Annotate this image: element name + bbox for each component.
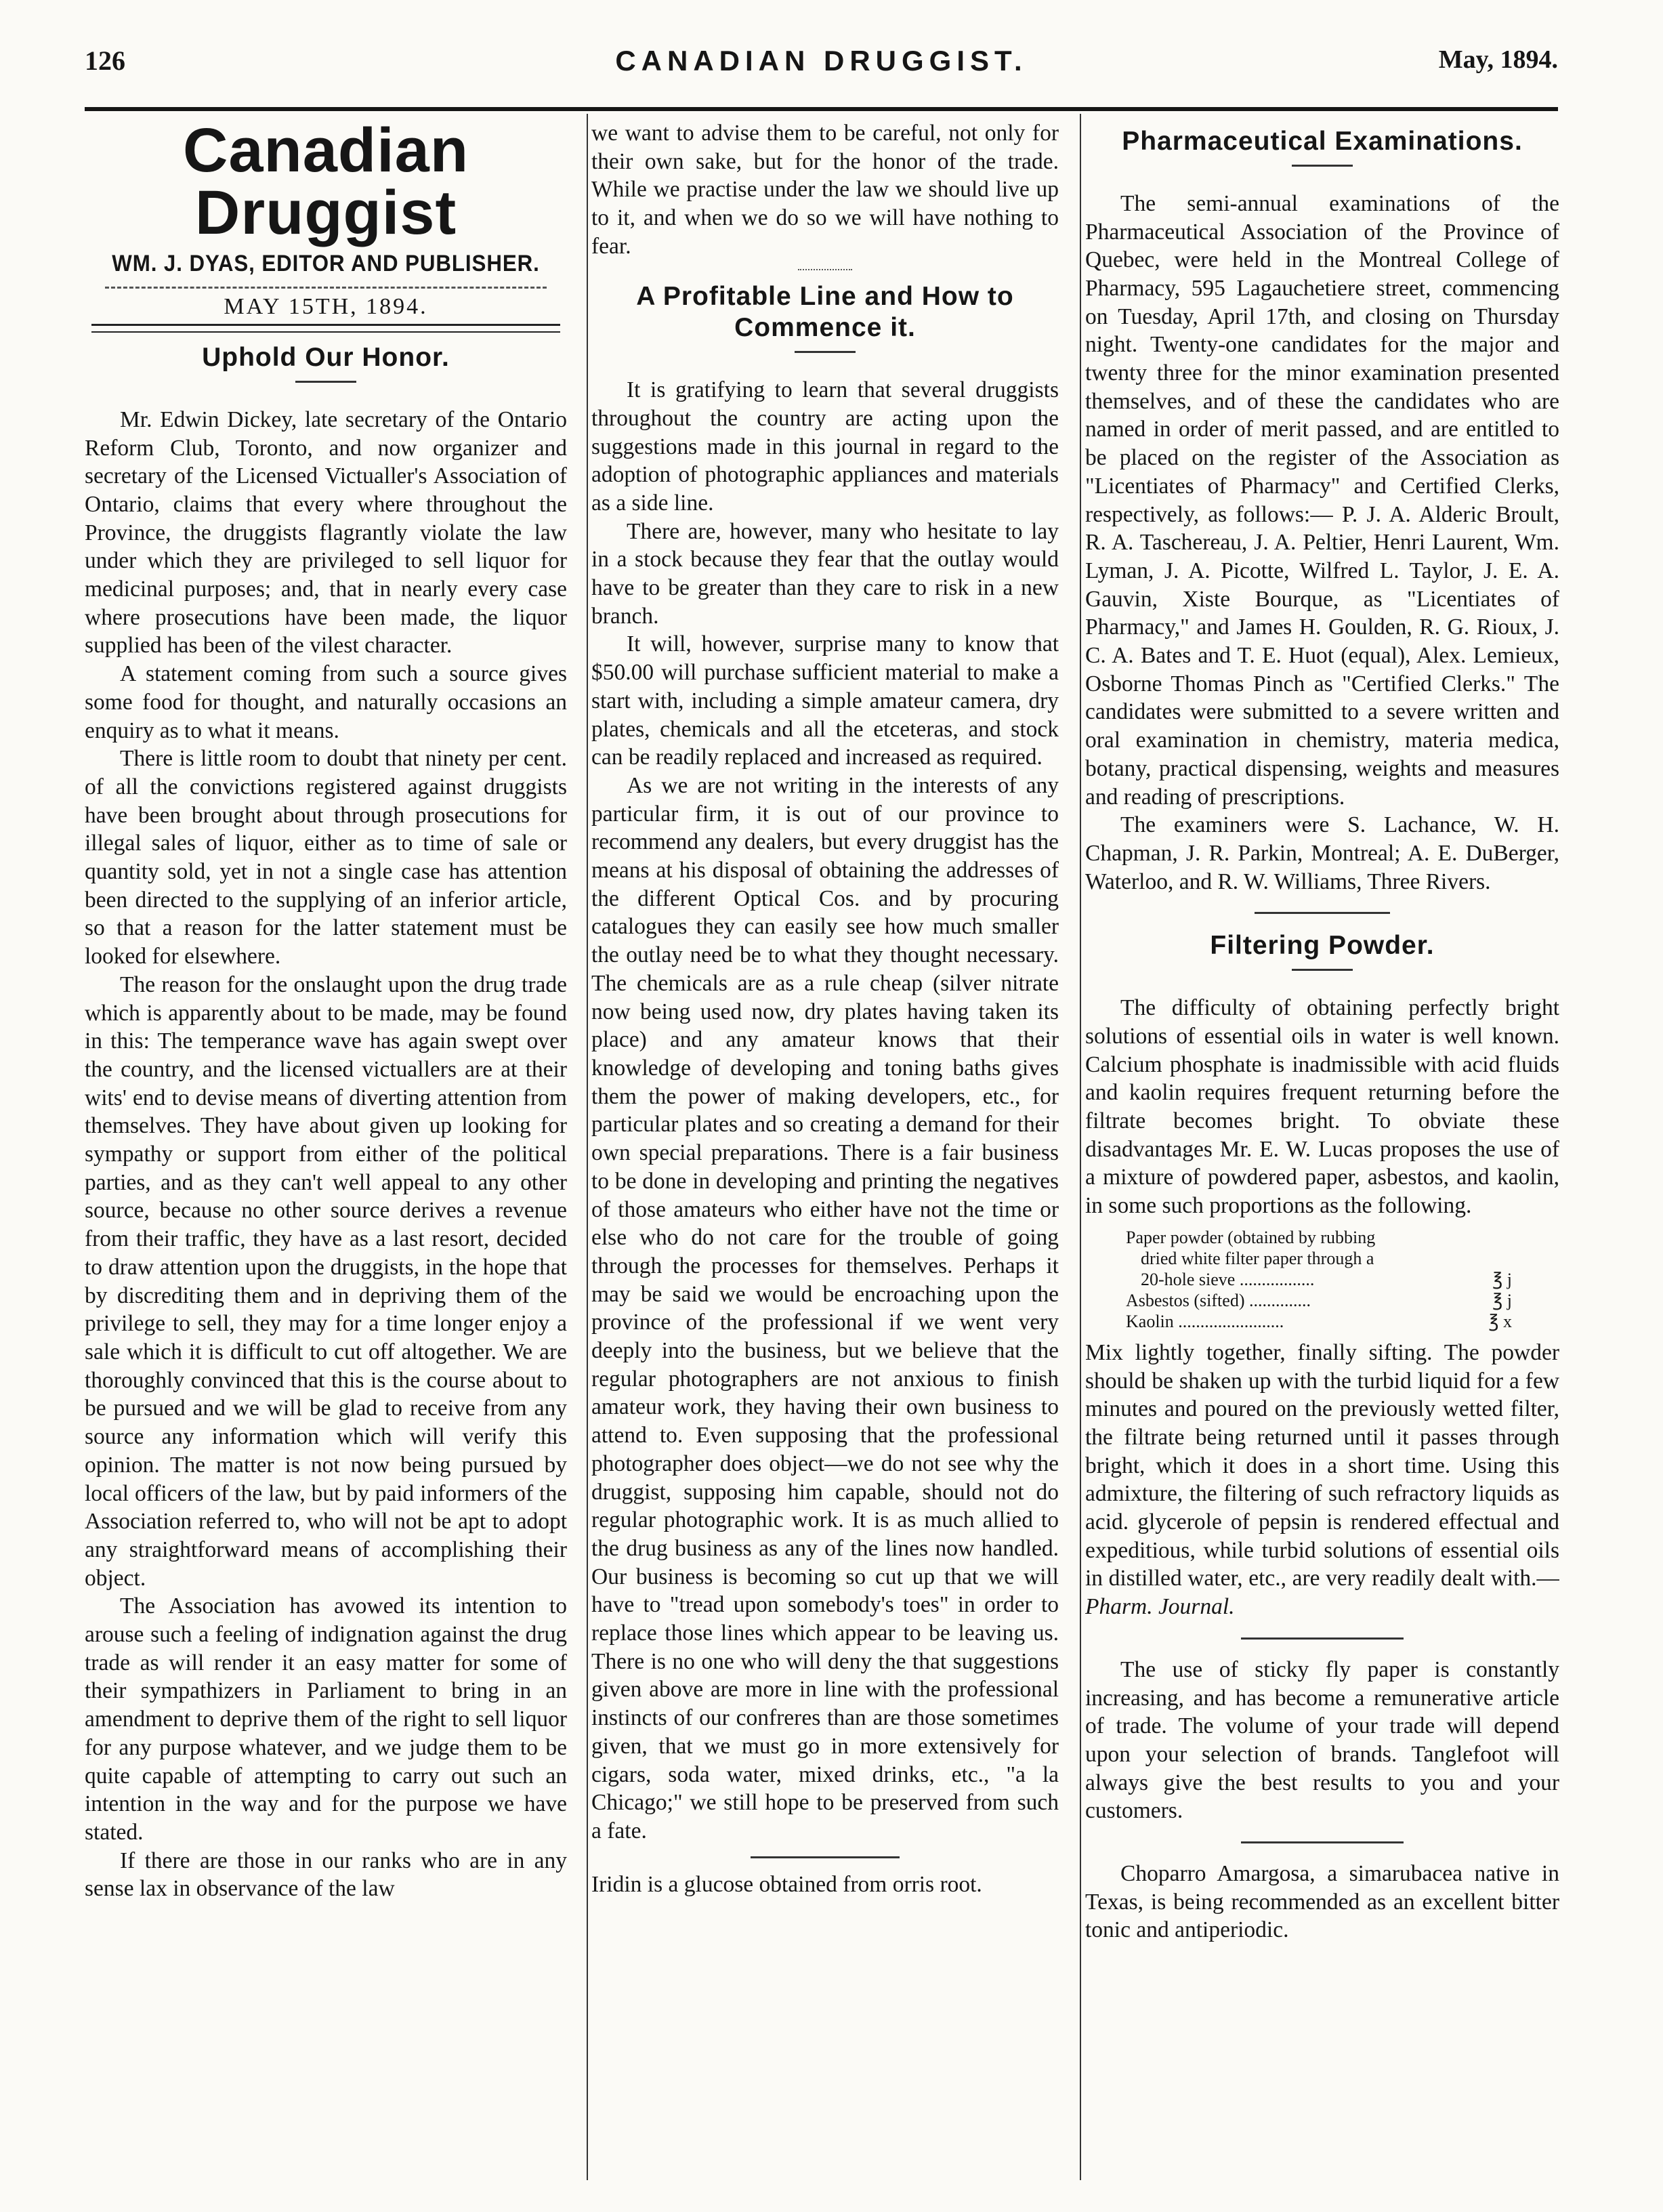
formula-line: dried white filter paper through a bbox=[1141, 1248, 1374, 1268]
paragraph: The examiners were S. Lachance, W. H. Chapman, J. R. Parkin, Montreal; A. E. DuBerger, Waterloo, and R. W. Williams, Three Rivers. bbox=[1085, 812, 1559, 894]
paragraph: It will, however, surprise many to know that $50.00 will purchase sufficient material to make a start with, including a simple amateur camera, dry plates, chemicals and all the etceteras, and stock can be readily replaced and increased as required. bbox=[591, 631, 1059, 770]
paragraph: The Association has avowed its intention to arouse such a feeling of indignation against the drug trade as will render it an easy matter for some of their sympathizers in Parliament to bring in an amendment to deprive them of the right to sell liquor for any purpose whatever, and we judge them to be quite capable of attempting to carry out such an intention in the way and for the purpose we have stated. bbox=[85, 1593, 567, 1845]
section-rule bbox=[1241, 1637, 1404, 1640]
paragraph: The difficulty of obtaining perfectly bright solutions of essential oils in water is well known. Calcium phosphate is inadmissible with acid fluids and kaolin requires frequent returning before the filtrate becomes bright. To obviate these disadvantages Mr. E. W. Lucas proposes the use of a mixture of powdered paper, asbestos, and kaolin, in some such proportions as the following. bbox=[1085, 995, 1559, 1219]
formula-line: Paper powder (obtained by rubbing bbox=[1126, 1227, 1376, 1247]
header-rule bbox=[85, 107, 1558, 111]
article-title: A Profitable Line and How to Commence it. bbox=[636, 281, 1014, 343]
fly-paper-note: The use of sticky fly paper is constantly increasing, and has become a remunerative article of trade. The volume of your trade will depend upon your selection of brands. Tanglefoot will always give the best results to you and your customers. bbox=[1085, 1656, 1559, 1824]
formula-line: 20-hole sieve ................. ℥ j bbox=[1141, 1269, 1512, 1289]
paragraph: As we are not writing in the interests of any particular firm, it is out of our province to recommend any dealers, but every druggist has the means at his disposal of obtaining the addresses of the different Optical Cos. and by procuring catalogues they can easily see how much smaller the outlay need be to what they thought necessary. The chemicals are as a rule cheap (silver nitrate now being used now, dry plates having taken its place) and any amateur knows that their knowledge of developing and toning baths gives them the power of making developers, etc., for particular plates and so creating a demand for their own special preparations. There is a fair business to be done in developing and printing the negatives of those amateurs who either have not the time or else who do not care for the trouble of going through the processes for themselves. Perhaps it may be said we would be encroaching upon the province of the professional if we went very deeply into the business, but we believe that the regular photographers are not anxious to finish amateur work, they having their own business to attend to. Even supposing that the professional photographer does object—we do not see why the druggist, supposing him capable, should not do regular photographic work. It is as much allied to the drug business as any of the lines now handled. Our business is becoming so cut up that we will have to "tread upon somebody's toes" in order to replace those lines which appear to be leaving us. There is no one who will deny the that suggestions given above are more in line with the professional instincts of our confreres than are those sometimes given, that we must go in more extensively for cigars, soda water, mixed drinks, etc., "a la Chicago;" we still hope to be preserved from such a fate. bbox=[591, 772, 1059, 1843]
journal-name: CANADIAN DRUGGIST. bbox=[615, 45, 1028, 77]
column-3 bbox=[1085, 119, 1559, 2192]
column-2 bbox=[591, 119, 1059, 2192]
issue-date: May, 1894. bbox=[1438, 45, 1558, 74]
section-rule bbox=[1241, 1841, 1404, 1843]
paragraph: If there are those in our ranks who are in any sense lax in observance of the law bbox=[85, 1848, 567, 1902]
section-rule bbox=[1255, 912, 1390, 914]
paragraph: The semi-annual examinations of the Pharmaceutical Association of the Province of Quebec, were held in the Montreal College of Pharmacy, 595 Lagauchetiere street, commencing on Tuesday, April 17th, and closing on Thursday night. Twenty-one candidates for the major and twenty three for the minor examination presented themselves, and of these the candidates who are named in order of merit passed, and are entitled to be placed on the register of the Association as "Licentiates of Pharmacy" and Certified Clerks, respectively, as follows:— P. J. A. Alderic Broult, R. A. Taschereau, J. A. Peltier, Henri Laurent, Wm. Lyman, J. A. Picotte, Wilfred L. Taylor, J. E. A. Gauvin, Xiste Bourque, as "Licentiates of Pharmacy," and James H. Goulden, R. G. Rioux, J. C. A. Bates and T. E. Huot (equal), Alex. Lemieux, Osborne Thomas Pinch as "Certified Clerks." The candidates were submitted to a severe written and oral examination in chemistry, materia medica, botany, practical dispensing, weights and measures and reading of prescriptions. bbox=[1085, 190, 1559, 810]
column-divider bbox=[1080, 114, 1081, 2180]
masthead-editor: WM. J. DYAS, EDITOR AND PUBLISHER. bbox=[112, 251, 540, 276]
running-header bbox=[85, 45, 1558, 92]
article-title: Uphold Our Honor. bbox=[202, 343, 450, 372]
paragraph: It is gratifying to learn that several druggists throughout the country are acting upon the suggestions made in this journal in regard to the adoption of photographic appliances and materials as a side line. bbox=[591, 377, 1059, 516]
attribution: Pharm. Journal. bbox=[1085, 1594, 1235, 1620]
paragraph: we want to advise them to be careful, not only for their own sake, but for the honor of the trade. While we practise under the law we should live up to it, and when we do so we will have nothing to fear. bbox=[591, 121, 1059, 259]
formula-line: Kaolin ........................ ℥ x bbox=[1126, 1311, 1512, 1331]
paragraph: Mix lightly together, finally sifting. The powder should be shaken up with the turbid liquid for a few minutes and poured on the previously wetted filter, the filtrate being returned until it passes through bright, which it does in a short time. Using this admixture, the filtering of such refractory liquids as acid. glycerole of pepsin is rendered effectual and expeditious, while turbid solutions of essential oils in distilled water, etc., are very readily dealt with.—Pharm. Journal. bbox=[1085, 1339, 1559, 1620]
paragraph: The reason for the onslaught upon the drug trade which is apparently about to be made, may be found in this: The temperance wave has again swept over the country, and the licensed victuallers are at their wits' end to devise means of diverting attention from themselves. They have about given up looking for sympathy or support from either of the political parties, and as they can't well appeal to any other source, because no other source derives a revenue from their traffic, they have as a last resort, decided to draw attention upon the druggists, in the hope that by discrediting them and in depriving them of the privilege to sell, they may for a time longer enjoy a sale which it is difficult to cut off altogether. We are thoroughly convinced that this is the course about to be pursued and we will be glad to receive from any source any information which will verify this opinion. The matter is not now being pursued by local officers of the law, but by paid informers of the Association referred to, who will not be apt to adopt any straightforward means of accomplishing their object. bbox=[85, 972, 567, 1591]
article-title: Filtering Powder. bbox=[1210, 931, 1435, 961]
section-rule bbox=[751, 1856, 900, 1858]
section-rule bbox=[798, 269, 852, 270]
page-number: 126 bbox=[85, 45, 125, 76]
paragraph: There are, however, many who hesitate to lay in a stock because they fear that the outlay would have to be greater than they care to risk in a new branch. bbox=[591, 518, 1059, 629]
formula-list bbox=[1126, 1227, 1559, 1332]
column-divider bbox=[587, 114, 588, 2180]
masthead-title: Canadian Druggist bbox=[182, 119, 469, 247]
masthead-dateline: MAY 15TH, 1894. bbox=[224, 294, 428, 319]
article-title: Pharmaceutical Examinations. bbox=[1122, 127, 1523, 156]
iridin-note: Iridin is a glucose obtained from orris root. bbox=[591, 1871, 982, 1897]
paragraph: There is little room to doubt that ninety per cent. of all the convictions registered against druggists have been brought about through prosecutions for illegal sales of liquor, either as to time of sale or quantity sold, yet in not a single case has attention been directed to the supplying of an inferior article, so that a reason for the latter statement must be looked for elsewhere. bbox=[85, 746, 567, 969]
paragraph: Mr. Edwin Dickey, late secretary of the Ontario Reform Club, Toronto, and now organizer and secretary of the Licensed Victualler's Association of Ontario, claims that every where throughout the Province, the druggists flagrantly violate the law under which they are privileged to sell liquor for medicinal purposes; and, that in nearly every case where prosecutions have been made, the liquor supplied has been of the vilest character. bbox=[85, 406, 567, 659]
title-rule bbox=[295, 381, 356, 383]
title-rule bbox=[795, 351, 856, 353]
title-rule bbox=[1292, 165, 1353, 167]
column-1 bbox=[85, 119, 567, 2192]
choparro-note: Choparro Amargosa, a simarubacea native in Texas, is being recommended as an excellent bitter tonic and antiperiodic. bbox=[1085, 1861, 1559, 1943]
formula-line: Asbestos (sifted) .............. ℥ j bbox=[1126, 1290, 1512, 1310]
masthead-rule bbox=[91, 324, 560, 326]
masthead-rule bbox=[91, 331, 560, 333]
masthead-rule bbox=[105, 287, 547, 289]
paragraph: A statement coming from such a source gives some food for thought, and naturally occasions an enquiry as to what it means. bbox=[85, 661, 567, 743]
title-rule bbox=[1292, 969, 1353, 971]
